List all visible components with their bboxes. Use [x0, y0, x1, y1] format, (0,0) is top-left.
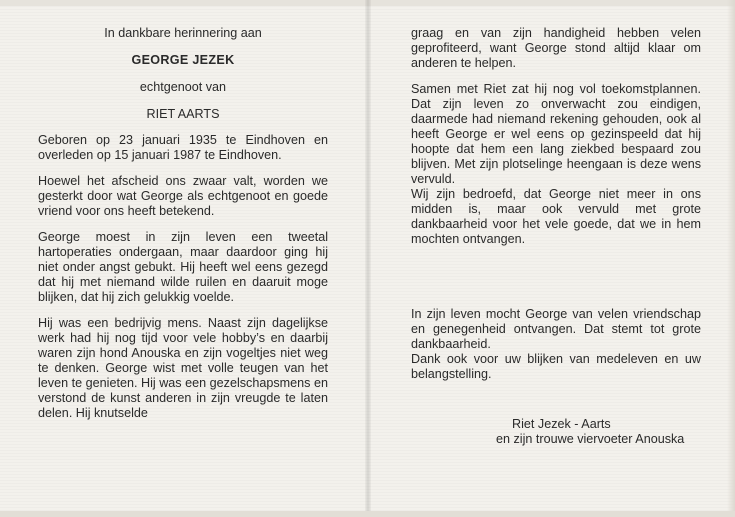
right-page: [411, 26, 701, 382]
deceased-name: GEORGE JEZEK: [131, 53, 235, 67]
friendship-paragraph: In zijn leven mocht George van velen vriendschap en genegenheid ontvangen. Dat stemt tot grote dankbaarheid.: [411, 307, 701, 351]
signature-name: Riet Jezek - Aarts: [512, 417, 611, 431]
continuation-paragraph: graag en van zijn handigheid hebben velen geprofiteerd, want George stond altijd klaar om anderen te helpen.: [411, 26, 701, 70]
signature-dog: en zijn trouwe viervoeter Anouska: [496, 432, 685, 446]
intro-line: In dankbare herinnering aan: [104, 26, 262, 40]
card-right-edge: [727, 0, 735, 517]
farewell-paragraph: Hoewel het afscheid ons zwaar valt, worden we gesterkt door wat George als echtgenoot en goede vriend voor ons heeft betekend.: [38, 174, 328, 218]
spouse-name: RIET AARTS: [146, 107, 220, 121]
signature-block: [496, 417, 684, 447]
health-paragraph: George moest in zijn leven een tweetal hartoperaties ondergaan, maar daardoor ging hij niet onder angst gebukt. Hij heeft wel eens gezegd dat hij met niemand wilde ruilen en daaruit moge blijken, dat hij zich gelukkig voelde.: [38, 230, 328, 304]
hobbies-paragraph: Hij was een bedrijvig mens. Naast zijn dagelijkse werk had hij nog tijd voor vele hobby’s en daarbij waren zijn hond Anouska en zijn vogeltjes niet weg te denken. George wist met volle teugen van het leven te genieten. Hij was een gezelschapsmens en verstond de kunst anderen in zijn vreugde te laten delen. Hij knutselde: [38, 316, 328, 420]
card-fold: [365, 0, 371, 517]
birth-death-paragraph: Geboren op 23 januari 1935 te Eindhoven en overleden op 15 januari 1987 te Eindhoven.: [38, 133, 328, 162]
plans-paragraph: Samen met Riet zat hij nog vol toekomstplannen. Dat zijn leven zo onverwacht zou eindigen, daarmede had niemand rekening gehouden, ook al heeft George er wel eens op gezinspeeld dat hij hoopte dat hem een lang ziekbed bespaard zou blijven. Met zijn plotselinge heengaan is deze wens vervuld.: [411, 82, 701, 186]
card-bottom-edge: [0, 511, 735, 517]
grief-paragraph: Wij zijn bedroefd, dat George niet meer in ons midden is, maar ook vervuld met grote dankbaarheid voor het vele goede, dat we in hem mochten ontvangen.: [411, 187, 701, 246]
left-page: [38, 26, 328, 421]
thanks-paragraph: Dank ook voor uw blijken van medeleven en uw belangstelling.: [411, 352, 701, 381]
relation-line: echtgenoot van: [139, 80, 227, 94]
